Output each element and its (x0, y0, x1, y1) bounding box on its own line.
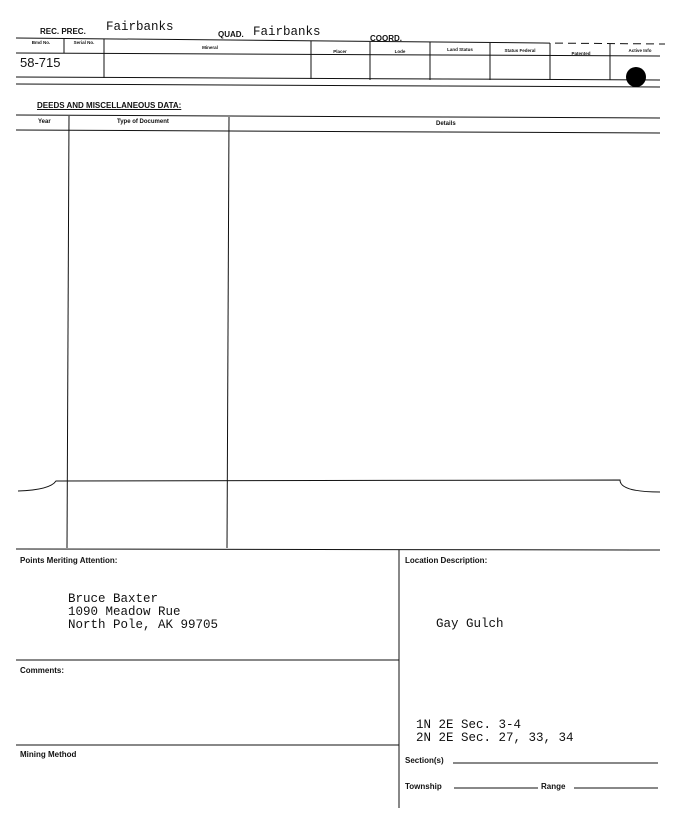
location-line-1: 1N 2E Sec. 3-4 (416, 718, 522, 732)
col-lode: Lode (394, 49, 406, 54)
quad-value: Fairbanks (253, 25, 321, 39)
points-meriting-label: Points Meriting Attention: (20, 556, 118, 565)
points-name: Bruce Baxter (68, 592, 159, 606)
sections-label: Section(s) (405, 756, 444, 765)
township-label: Township (405, 782, 442, 791)
quad-label: QUAD. (218, 30, 244, 39)
col-details: Details (436, 121, 456, 127)
deeds-title: DEEDS AND MISCELLANEOUS DATA: (37, 101, 182, 110)
col-year: Year (38, 119, 51, 125)
location-line-2: 2N 2E Sec. 27, 33, 34 (416, 731, 574, 745)
col-mineral: Mineral (202, 45, 218, 50)
col-type-of-document: Type of Document (117, 119, 169, 125)
col-serial-no: Serial No. (73, 40, 95, 45)
location-place: Gay Gulch (436, 617, 504, 631)
rec-prec-label: REC. PREC. (40, 27, 86, 36)
col-bmp-no: Bmd No. (31, 40, 51, 45)
location-description-label: Location Description: (405, 556, 488, 565)
col-land-status: Land Status (447, 47, 473, 52)
col-placer: Placer (333, 49, 347, 54)
points-street: 1090 Meadow Rue (68, 605, 181, 619)
rec-prec-value: Fairbanks (106, 20, 174, 34)
col-patented: Patented (571, 51, 591, 56)
points-city: North Pole, AK 99705 (68, 618, 219, 632)
record-number: 58-715 (20, 55, 61, 70)
col-status-federal: Status Federal (504, 48, 536, 53)
coord-label: COORD. (370, 34, 402, 43)
mining-method-label: Mining Method (20, 750, 77, 759)
col-active: Active Info (628, 48, 652, 53)
range-label: Range (541, 782, 566, 791)
comments-label: Comments: (20, 666, 65, 675)
